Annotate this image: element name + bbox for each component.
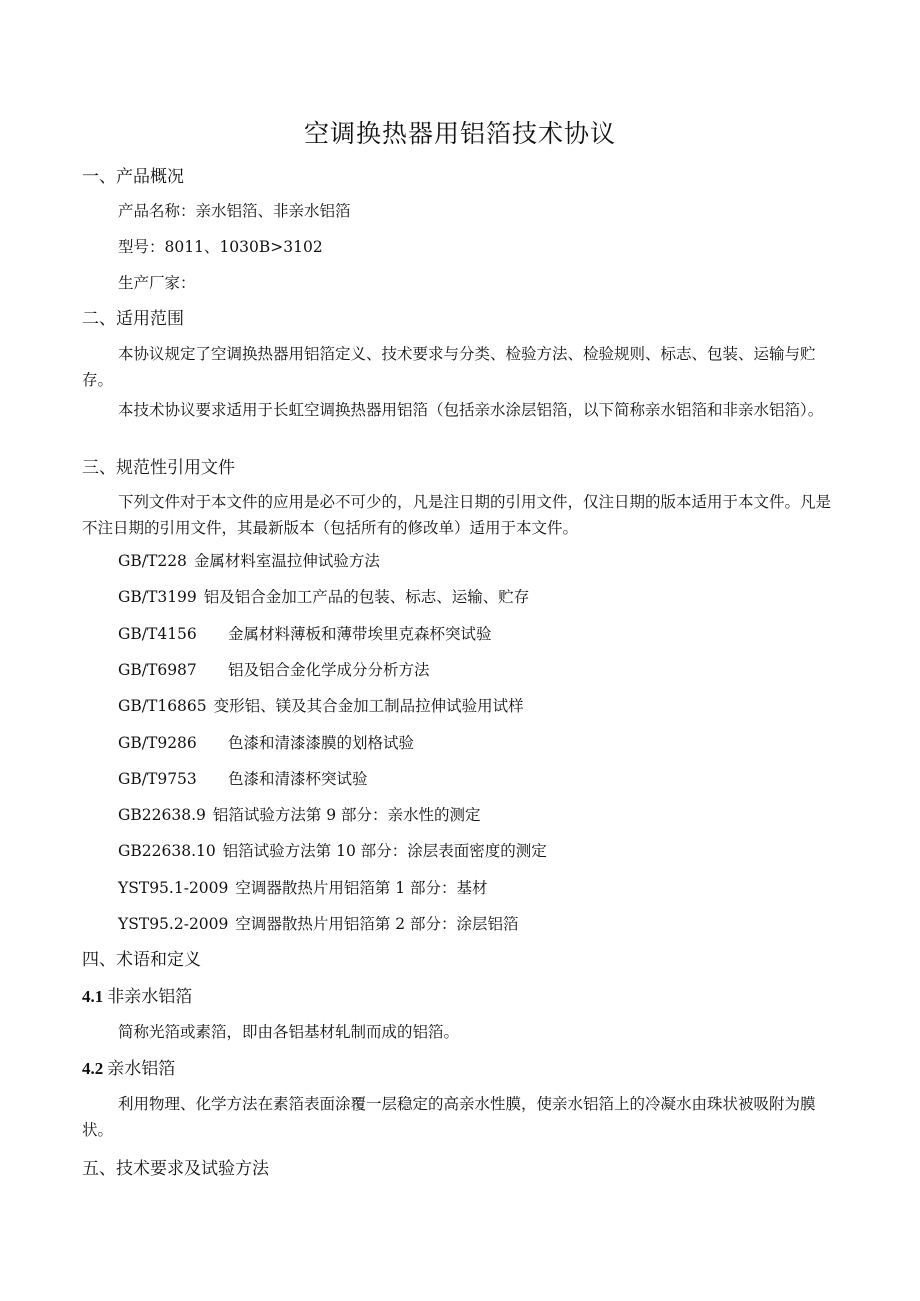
section-heading-5: 五、技术要求及试验方法 (82, 1159, 269, 1179)
section-heading-4: 四、术语和定义 (82, 950, 201, 970)
reference-title: 铝箔试验方法第 10 部分：涂层表面密度的测定 (222, 842, 547, 860)
reference-title: 色漆和清漆杯突试验 (228, 770, 368, 788)
section-heading-3: 三、规范性引用文件 (82, 458, 235, 478)
scope-paragraph-2-text: 本技术协议要求适用于长虹空调换热器用铝箔（包括亲水涂层铝箔，以下简称亲水铝箔和非亲水铝箔）。 (118, 401, 824, 419)
reference-item (118, 730, 414, 756)
reference-item (118, 766, 368, 792)
references-intro-text: 下列文件对于本文件的应用是必不可少的，凡是注日期的引用文件，仅注日期的版本适用于本文件。凡是不注日期的引用文件，其最新版本（包括所有的修改单）适用于本文件。 (82, 493, 832, 537)
reference-code: YST95.2-2009 (118, 915, 229, 933)
section-heading-1: 一、产品概况 (82, 167, 184, 187)
scope-paragraph-2 (82, 397, 838, 423)
reference-code: GB22638.9 (118, 806, 206, 824)
reference-item (118, 875, 488, 901)
reference-title: 空调器散热片用铝箔第 1 部分：基材 (235, 879, 488, 897)
reference-item (118, 548, 380, 574)
reference-item (118, 802, 481, 828)
reference-title: 金属材料薄板和薄带埃里克森杯突试验 (228, 625, 492, 643)
reference-code: GB/T3199 (118, 588, 197, 606)
reference-item (118, 693, 524, 719)
reference-code: GB/T9753 (118, 770, 197, 788)
reference-item (118, 838, 547, 864)
reference-code: YST95.1-2009 (118, 879, 229, 897)
document-title: 空调换热器用铝箔技术协议 (303, 119, 616, 148)
definition-heading-4-1 (82, 983, 192, 1011)
scope-paragraph-1-text: 本协议规定了空调换热器用铝箔定义、技术要求与分类、检验方法、检验规则、标志、包装、运输与贮存。 (82, 345, 816, 389)
definition-text-4-1: 简称光箔或素箔，即由各铝基材轧制而成的铝箔。 (118, 1023, 460, 1041)
product-name-line: 产品名称：亲水铝箔、非亲水铝箔 (118, 202, 351, 220)
reference-title: 铝及铝合金加工产品的包装、标志、运输、贮存 (203, 588, 530, 606)
section-heading-2: 二、适用范围 (82, 309, 184, 329)
reference-title: 色漆和清漆漆膜的划格试验 (228, 734, 415, 752)
reference-title: 空调器散热片用铝箔第 2 部分：涂层铝箔 (235, 915, 519, 933)
reference-code: GB/T4156 (118, 625, 197, 643)
definition-text-4-2 (82, 1091, 838, 1143)
definition-term: 非亲水铝箔 (107, 987, 193, 1007)
reference-code: GB/T6987 (118, 661, 197, 679)
references-intro (82, 489, 838, 541)
reference-item (118, 584, 529, 610)
reference-title: 铝箔试验方法第 9 部分：亲水性的测定 (212, 806, 481, 824)
reference-code: GB/T16865 (118, 697, 207, 715)
reference-code: GB/T228 (118, 552, 187, 570)
definition-heading-4-2 (82, 1055, 175, 1083)
reference-title: 金属材料室温拉伸试验方法 (193, 552, 380, 570)
definition-number: 4.1 (82, 987, 104, 1006)
reference-item (118, 657, 430, 683)
definition-term: 亲水铝箔 (107, 1059, 176, 1079)
definition-number: 4.2 (82, 1059, 104, 1078)
scope-paragraph-1 (82, 341, 838, 393)
reference-title: 变形铝、镁及其合金加工制品拉伸试验用试样 (213, 697, 524, 715)
reference-item (118, 621, 492, 647)
definition-text-4-2-body: 利用物理、化学方法在素箔表面涂覆一层稳定的高亲水性膜，使亲水铝箔上的冷凝水由珠状被吸附为膜状。 (82, 1095, 816, 1139)
reference-code: GB22638.10 (118, 842, 216, 860)
reference-code: GB/T9286 (118, 734, 197, 752)
model-line: 型号：8011、1030B>3102 (118, 238, 323, 256)
manufacturer-line: 生产厂家： (118, 274, 196, 292)
reference-item (118, 911, 519, 937)
reference-title: 铝及铝合金化学成分分析方法 (228, 661, 430, 679)
